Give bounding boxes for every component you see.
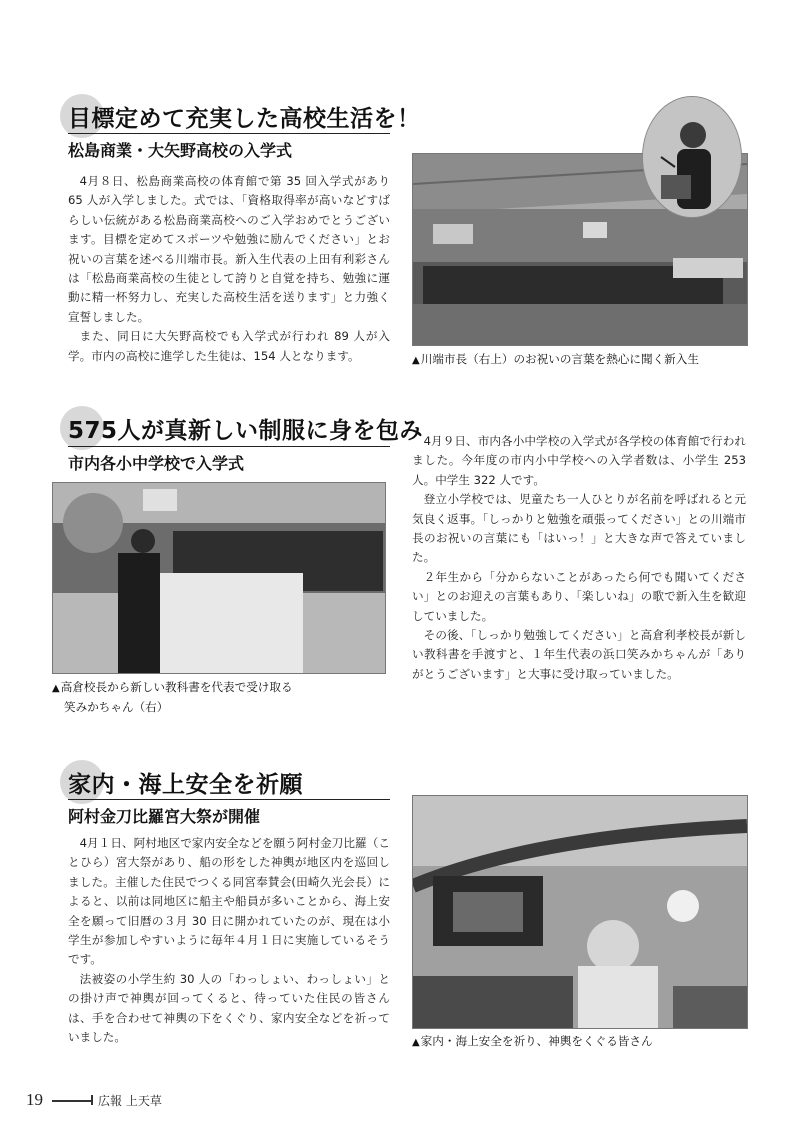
festival-photo-illustration (413, 796, 747, 1028)
section2-caption-line2: 笑みかちゃん（右） (64, 700, 169, 714)
section2-paragraph: その後、「しっかり勉強してください」と高倉利孝校長が新しい教科書を手渡すと、１年生代表の浜口笑みかちゃんが「ありがとうございます」と大事に受け取っていました。 (412, 628, 746, 681)
photo-elementary-ceremony (52, 482, 386, 674)
section1-headline: 目標定めて充実した高校生活を！ (68, 106, 421, 132)
section3-caption-text: 家内・海上安全を祈り、神輿をくぐる皆さん (420, 1034, 653, 1048)
section3-headline: 家内・海上安全を祈願 (68, 772, 303, 798)
section1-caption-text: 川端市長（右上）のお祝いの言葉を熱心に聞く新入生 (420, 352, 699, 366)
section1-paragraph: 4月８日、松島商業高校の体育館で第 35 回入学式があり 65 人が入学しました。式では、「資格取得率が高いなどすばらしい伝統がある松島商業高校へのご入学おめでとうございます。目標を定めてスポーツや勉強に励んでください」とお祝いの言葉を述べる川端市長。新入生代表の上田有利彩さんは「松島商業高校の生徒として誇りと自覚を持ち、勉強に運動に精一杯努力し、充実した高校生活を送ります」と力強く宣誓しました。 (68, 174, 390, 324)
section2-headline: 575人が真新しい制服に身を包み (68, 418, 424, 444)
section2-subhead: 市内各小中学校で入学式 (68, 446, 390, 474)
footer-rule (52, 1100, 92, 1102)
section1-paragraph: また、同日に大矢野高校でも入学式が行われ 89 人が入学。市内の高校に進学した生徒は、154 人となります。 (68, 329, 390, 363)
section3-headline-block (68, 766, 303, 799)
section2-caption-line1: 高倉校長から新しい教科書を代表で受け取る (60, 680, 293, 694)
section3-paragraph: 4月１日、阿村地区で家内安全などを願う阿村金刀比羅（ことひら）宮大祭があり、船の形をした神輿が地区内を巡回しました。主催した住民でつくる同宮奉賛会(田崎久光会長）によると、以前は同地区に船主や船員が多いことから、海上安全を願って旧暦の３月 30 日に開かれていたのが、現在は小学生が参加しやすいように毎年４月１日に実施しているそうです。 (68, 836, 390, 967)
section2-headline-block (68, 412, 423, 445)
section3-caption (412, 1032, 653, 1052)
section1-body (68, 172, 390, 366)
section2-caption (52, 678, 293, 716)
inset-portrait-mayor (642, 96, 742, 218)
section1-headline-block (68, 100, 421, 133)
section1-subhead: 松島商業・大矢野高校の入学式 (68, 133, 390, 161)
section2-paragraph: 登立小学校では、児童たち一人ひとりが名前を呼ばれると元気良く返事。「しっかりと勉強を頑張ってください」との川端市長のお祝いの言葉にも「はいっ！」と大きな声で答えていました。 (412, 492, 746, 565)
caption-marker: ▲ (412, 1037, 420, 1048)
photo-festival-mikoshi (412, 795, 748, 1029)
section3-paragraph: 法被姿の小学生約 30 人の「わっしょい、わっしょい」との掛け声で神輿が回ってくると、待っていた住民の皆さんは、手を合わせて神輿の下をくぐり、家内安全などを祈っていました。 (68, 971, 390, 1045)
page-number: 19 (26, 1090, 43, 1109)
footer-rule-tick (91, 1095, 93, 1105)
section3-body (68, 834, 390, 1047)
section3-subhead: 阿村金刀比羅宮大祭が開催 (68, 799, 390, 827)
section2-paragraph: ２年生から「分からないことがあったら何でも聞いてください」とのお迎えの言葉もあり、「楽しいね」の歌で新入生を歓迎していました。 (412, 569, 746, 623)
section2-paragraph: 4月９日、市内各小中学校の入学式が各学校の体育館で行われました。今年度の市内小中学校への入学者数は、小学生 253 人。中学生 322 人です。 (412, 434, 746, 487)
section2-body (412, 432, 746, 684)
publication-name: 広報 上天草 (98, 1094, 162, 1108)
caption-marker: ▲ (52, 683, 60, 694)
classroom-photo-illustration (53, 483, 385, 673)
caption-marker: ▲ (412, 355, 420, 366)
section1-caption (412, 350, 699, 370)
